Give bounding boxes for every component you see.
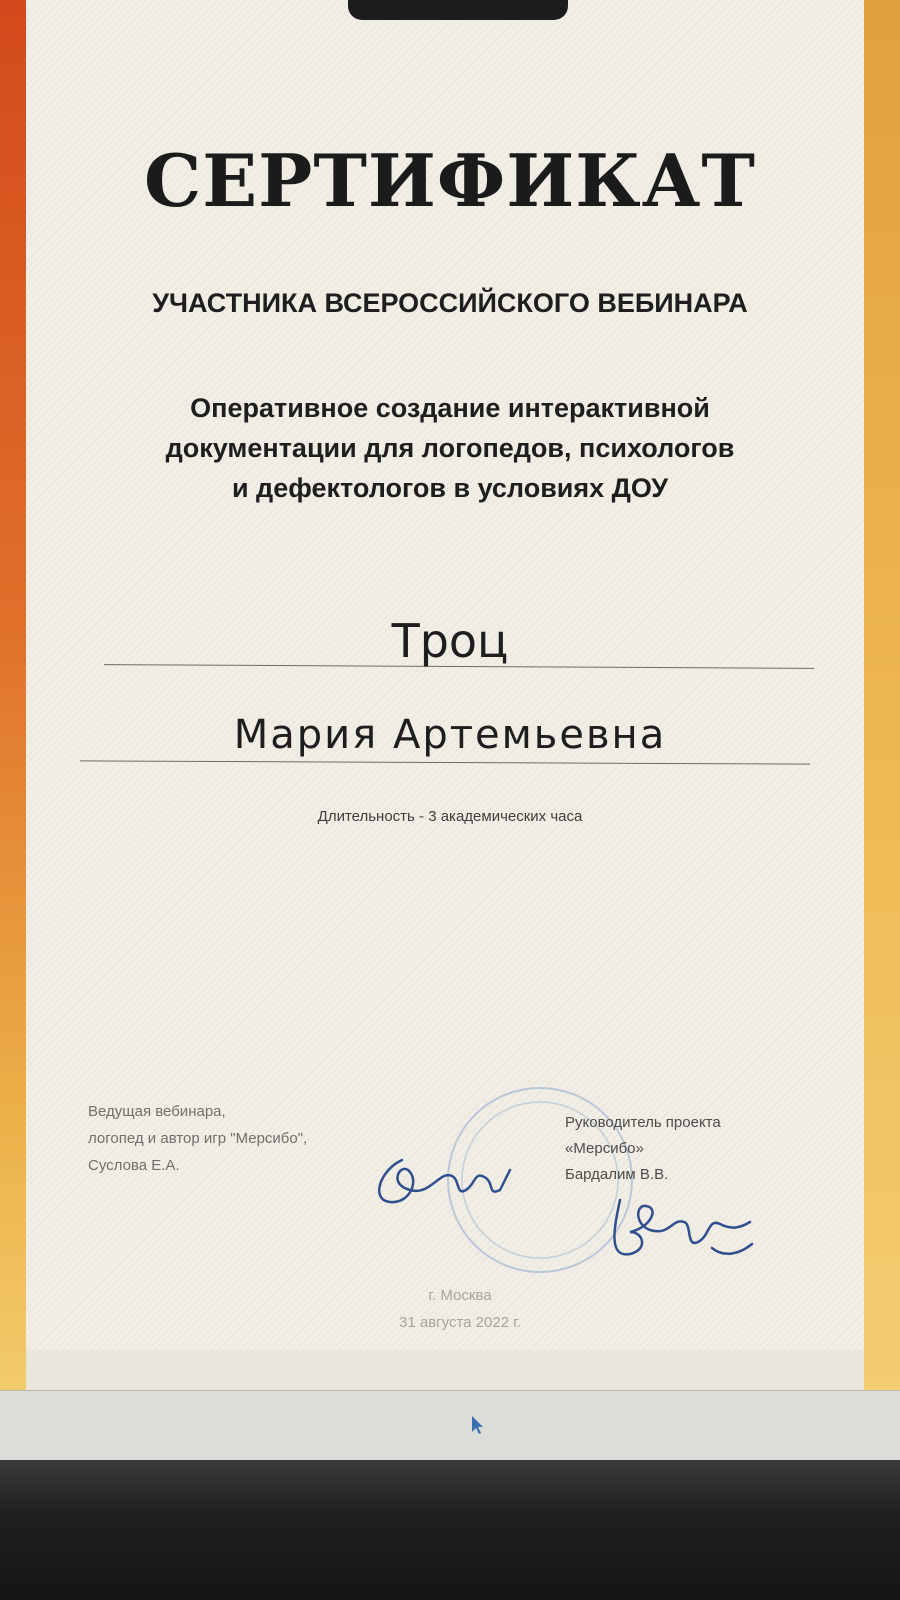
participant-surname: Троц [391,614,509,668]
topic-line: Оперативное создание интерактивной [190,393,710,423]
project-head-line: «Мерсибо» [565,1140,644,1157]
webinar-duration: Длительность - 3 академических часа [317,808,583,825]
issue-place: г. Москва [428,1287,492,1304]
project-head-line: Бардалим В.В. [565,1166,669,1183]
monitor-bezel [0,1460,900,1600]
topic-line: и дефектологов в условиях ДОУ [231,473,669,503]
host-line: Ведущая вебинара, [88,1103,226,1120]
webinar-host-block [88,1098,307,1179]
project-head-block [565,1110,721,1188]
issue-date: 31 августа 2022 г. [398,1314,522,1331]
logo-tab [348,0,568,20]
project-head-line: Руководитель проекта [565,1114,721,1131]
certificate-title: СЕРТИФИКАТ [144,138,756,223]
participant-given-names: Мария Артемьевна [233,712,667,758]
host-line: логопед и автор игр "Мерсибо", [88,1130,308,1147]
viewer-bottom-bar [0,1390,900,1461]
topic-line: документации для логопедов, психологов [165,433,735,463]
webinar-topic [0,388,900,508]
host-signature [370,1140,530,1220]
issue-place-date [380,1282,540,1336]
project-head-signature [600,1188,760,1278]
cursor-icon [470,1414,486,1436]
certificate-subtitle: УЧАСТНИКА ВСЕРОССИЙСКОГО ВЕБИНАРА [152,288,748,318]
host-line: Суслова Е.А. [88,1157,180,1174]
